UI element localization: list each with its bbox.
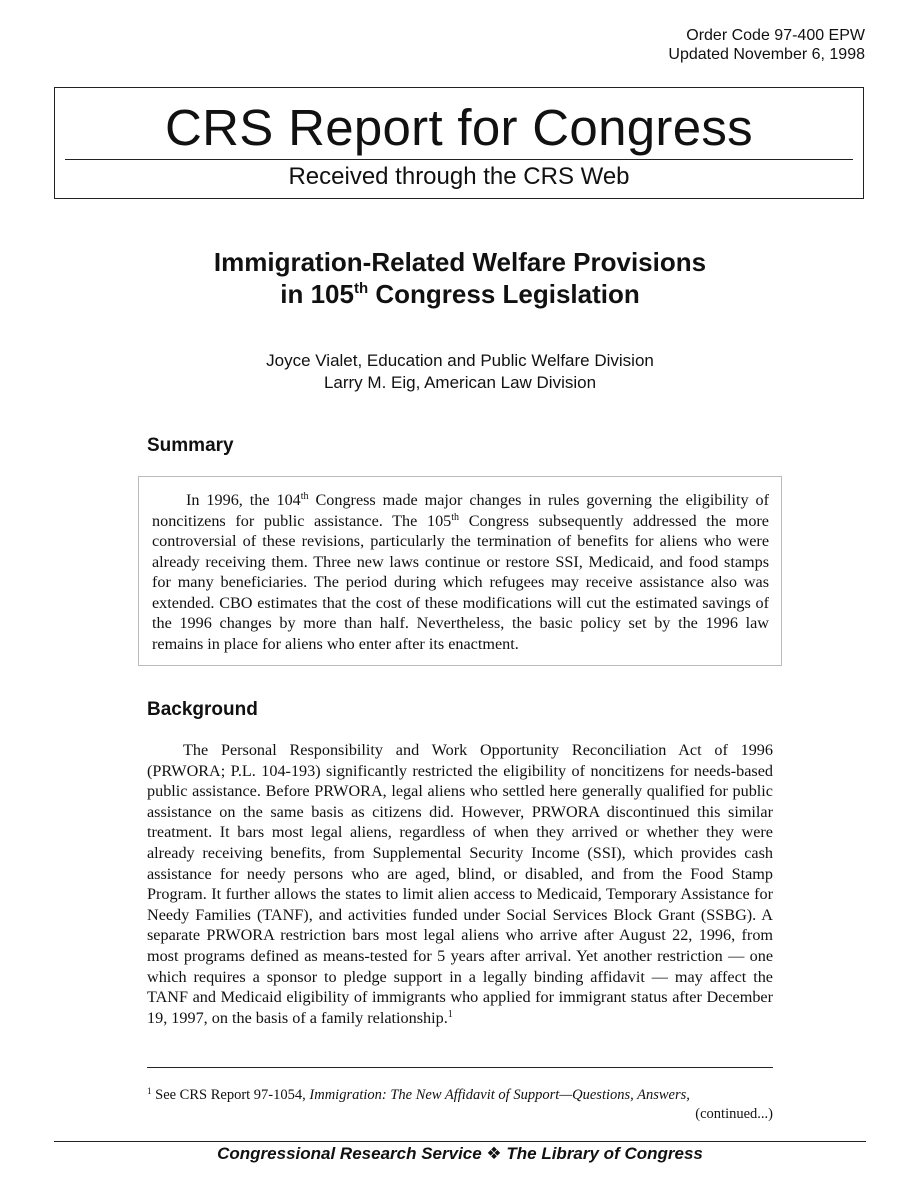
authors	[0, 350, 920, 394]
footer-text: Congressional Research Service ❖ The Library of Congress	[217, 1144, 703, 1163]
footer-divider	[54, 1141, 866, 1142]
banner-subtitle: Received through the CRS Web	[288, 163, 630, 190]
banner-divider	[65, 159, 853, 160]
report-title	[0, 246, 920, 310]
order-code-block	[668, 26, 865, 64]
background-text: The Personal Responsibility and Work Opportunity Reconciliation Act of 1996 (PRWORA; P.L. 104-193) significantly restricted the eligibility of noncitizens for needs-based public assistance. Before PRWORA, legal aliens who settled here generally qualified for public assistance on the same basis as citizens did. However, PRWORA discontinued this similar treatment. It bars most legal aliens, regardless of when they arrived or whether they were already receiving benefits, from Supplemental Security Income (SSI), which provides cash assistance for needy persons who are aged, blind, or disabled, and from the Food Stamp Program. It further allows the states to limit alien access to Medicaid, Temporary Assistance for Needy Families (TANF), and activities funded under Social Services Block Grant (SSBG). A separate PRWORA restriction bars most legal aliens who arrive after August 22, 1996, from most programs defined as means-tested for 5 years after arrival. Yet another restriction — one which requires a sponsor to pledge support in a legally binding affidavit — may affect the TANF and Medicaid eligibility of immigrants who applied for immigrant status after December 19, 1997, on the basis of a family relationship.$^1$	[147, 741, 773, 1027]
report-title-line2: in 105th Congress Legislation	[280, 279, 640, 309]
crs-banner	[54, 87, 864, 199]
footnote-continued: (continued...)	[695, 1106, 773, 1122]
footnote: $^1$ See CRS Report 97-1054, Immigration: The New Affidavit of Support—Questions, Answers, (continued...)	[147, 1086, 773, 1122]
order-code: Order Code 97-400 EPW	[686, 27, 865, 44]
author-2: Larry M. Eig, American Law Division	[323, 373, 597, 392]
background-heading: Background	[147, 699, 258, 720]
banner-title: CRS Report for Congress	[165, 99, 753, 156]
report-title-line1: Immigration-Related Welfare Provisions	[213, 247, 707, 277]
summary-text: In 1996, the 104th Congress made major changes in rules governing the eligibility of noncitizens for public assistance. The 105th Congress subsequently addressed the more controversial of these revisions, particularly the termination of benefits for aliens who were already receiving them. Three new laws continue or restore SSI, Medicaid, and food stamps for many beneficiaries. The period during which refugees may receive assistance also was extended. CBO estimates that the cost of these modifications will cut the estimated savings of the 1996 changes by more than half. Nevertheless, the basic policy set by the 1996 law remains in place for aliens who enter after its enactment.	[152, 491, 769, 653]
summary-heading: Summary	[147, 435, 234, 456]
footnote-divider	[147, 1067, 773, 1068]
footnote-reference[interactable]: 1	[447, 1008, 453, 1020]
updated-date: Updated November 6, 1998	[668, 46, 865, 63]
author-1: Joyce Vialet, Education and Public Welfare Division	[266, 351, 654, 370]
